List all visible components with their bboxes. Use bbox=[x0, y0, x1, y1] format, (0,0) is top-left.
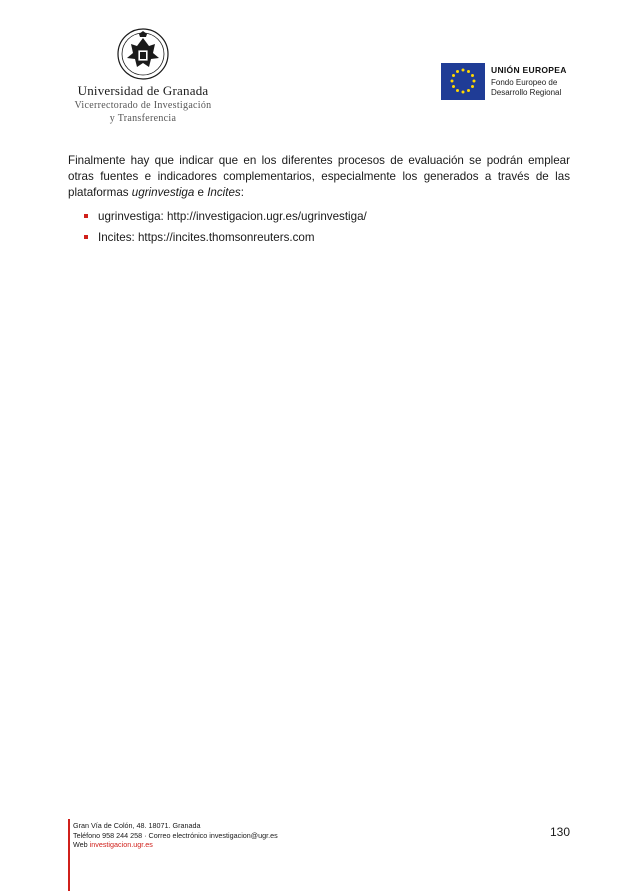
eu-feder-logo bbox=[441, 63, 567, 100]
platform-ugrinvestiga: ugrinvestiga bbox=[131, 185, 195, 199]
footer-contact bbox=[73, 821, 278, 850]
red-square-bullet-icon bbox=[84, 235, 88, 239]
vicerrectorado-line-2: y Transferencia bbox=[109, 113, 177, 124]
eu-title: UNIÓN EUROPEA bbox=[491, 65, 567, 75]
body-paragraph bbox=[68, 153, 570, 200]
paragraph-intro-text: Finalmente hay que indicar que en los diferentes procesos de evaluación se podrán emplear otras fuentes e indicadores complementarios, especialmente los generados a través de las plataformas bbox=[68, 154, 570, 199]
ugr-crest-icon bbox=[117, 26, 169, 82]
page-number: 130 bbox=[549, 825, 570, 839]
footer-accent-bar bbox=[68, 819, 70, 891]
list-item-incites: Incites: https://incites.thomsonreuters.com bbox=[98, 231, 315, 245]
university-name: Universidad de Granada bbox=[77, 83, 209, 98]
footer-web-label: Web bbox=[73, 840, 90, 850]
list-item-ugrinvestiga: ugrinvestiga: http://investigacion.ugr.es/ugrinvestiga/ bbox=[98, 210, 367, 224]
platform-incites: Incites bbox=[207, 185, 241, 199]
eu-fund-line-2: Desarrollo Regional bbox=[491, 88, 562, 97]
footer-web-link[interactable]: investigacion.ugr.es bbox=[89, 840, 153, 850]
colon-text: : bbox=[240, 185, 244, 199]
ugr-logo bbox=[60, 26, 226, 125]
red-square-bullet-icon bbox=[84, 214, 88, 218]
list-item bbox=[80, 209, 570, 225]
footer-phone-email: Teléfono 958 244 258 · Correo electrónico investigacion@ugr.es bbox=[73, 830, 278, 840]
vicerrectorado-line-1: Vicerrectorado de Investigación bbox=[74, 100, 212, 111]
eu-flag-icon bbox=[441, 63, 485, 100]
eu-fund-line-1: Fondo Europeo de bbox=[491, 78, 558, 87]
footer-web bbox=[73, 840, 278, 850]
platform-list bbox=[68, 209, 570, 246]
list-item bbox=[80, 230, 570, 246]
main-content bbox=[68, 153, 570, 251]
footer-address: Gran Vía de Colón, 48. 18071. Granada bbox=[73, 821, 201, 830]
conjunction-text: e bbox=[194, 185, 208, 199]
